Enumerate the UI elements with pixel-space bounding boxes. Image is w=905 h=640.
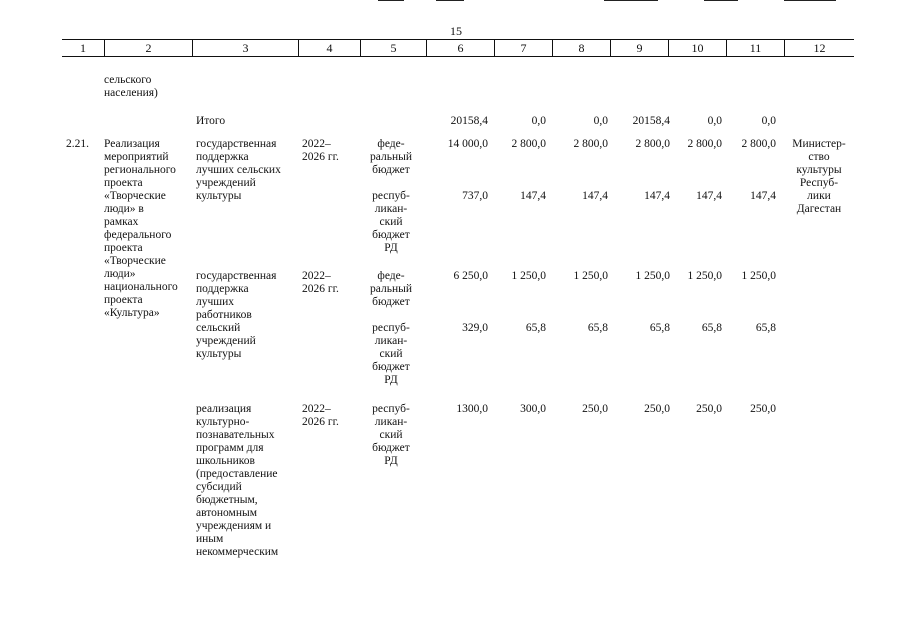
column-header: 1 <box>80 41 86 55</box>
funding-value: 1 250,0 <box>511 270 546 282</box>
carryover-name: сельского населения) <box>104 74 158 99</box>
funding-value: 1 250,0 <box>573 270 608 282</box>
funding-value: 147,4 <box>750 190 776 202</box>
funding-value: 1 250,0 <box>635 270 670 282</box>
scan-artifact-line <box>378 0 404 1</box>
column-header: 3 <box>192 40 298 56</box>
table-header-row <box>62 39 854 57</box>
column-header: 2 <box>104 40 192 56</box>
column-header: 7 <box>494 40 552 56</box>
funding-value: 65,8 <box>755 322 776 334</box>
total-label: Итого <box>196 115 226 127</box>
funding-value: 1 250,0 <box>687 270 722 282</box>
funding-source: респуб- ликан- ский бюджет РД <box>372 190 410 254</box>
funding-value: 737,0 <box>462 190 488 202</box>
funding-value: 250,0 <box>696 403 722 415</box>
funding-value: 147,4 <box>520 190 546 202</box>
funding-value: 300,0 <box>520 403 546 415</box>
funding-value: 2 800,0 <box>687 138 722 150</box>
funding-source: феде- ральный бюджет <box>370 270 412 308</box>
funding-value: 1 250,0 <box>741 270 776 282</box>
funding-source: респуб- ликан- ский бюджет РД <box>372 403 410 467</box>
funding-source: феде- ральный бюджет <box>370 138 412 176</box>
activity-name: реализация культурно- познавательных программ для школьников (предоставление субсидий бюджетным, автономным учреждениям и иным некоммерческим <box>196 403 279 558</box>
funding-source: респуб- ликан- ский бюджет РД <box>372 322 410 386</box>
activity-period: 2022– 2026 гг. <box>302 270 339 295</box>
scan-artifact-line <box>436 0 464 1</box>
scan-artifact-line <box>704 0 738 1</box>
funding-value: 147,4 <box>644 190 670 202</box>
funding-value: 2 800,0 <box>573 138 608 150</box>
funding-value: 65,8 <box>649 322 670 334</box>
funding-value: 1300,0 <box>456 403 488 415</box>
scan-artifact-line <box>784 0 836 1</box>
page-number: 15 <box>450 24 462 38</box>
executor: Министер- ство культуры Респуб- лики Дагестан <box>792 138 846 215</box>
funding-value: 14 000,0 <box>447 138 488 150</box>
funding-value: 6 250,0 <box>453 270 488 282</box>
funding-value: 65,8 <box>701 322 722 334</box>
funding-value: 147,4 <box>696 190 722 202</box>
funding-value: 2 800,0 <box>741 138 776 150</box>
column-header: 9 <box>610 40 668 56</box>
funding-value: 250,0 <box>750 403 776 415</box>
total-value: 0,0 <box>761 115 776 127</box>
column-header: 11 <box>726 40 784 56</box>
column-header: 6 <box>426 40 494 56</box>
activity-name: государственная поддержка лучших работников сельский учреждений культуры <box>196 270 277 360</box>
funding-value: 329,0 <box>462 322 488 334</box>
funding-value: 65,8 <box>525 322 546 334</box>
funding-value: 250,0 <box>644 403 670 415</box>
activity-period: 2022– 2026 гг. <box>302 403 339 428</box>
column-header: 8 <box>552 40 610 56</box>
funding-value: 2 800,0 <box>635 138 670 150</box>
scan-artifact-line <box>604 0 658 1</box>
total-value: 0,0 <box>593 115 608 127</box>
item-number: 2.21. <box>66 138 89 150</box>
column-header: 5 <box>360 40 426 56</box>
column-header: 12 <box>784 40 854 56</box>
funding-value: 2 800,0 <box>511 138 546 150</box>
total-value: 20158,4 <box>450 115 488 127</box>
funding-value: 250,0 <box>582 403 608 415</box>
total-value: 0,0 <box>531 115 546 127</box>
total-value: 0,0 <box>707 115 722 127</box>
total-value: 20158,4 <box>632 115 670 127</box>
column-header: 4 <box>298 40 360 56</box>
activity-name: государственная поддержка лучших сельских учреждений культуры <box>196 138 281 202</box>
column-header: 10 <box>668 40 726 56</box>
activity-period: 2022– 2026 гг. <box>302 138 339 163</box>
funding-value: 65,8 <box>587 322 608 334</box>
item-name: Реализация мероприятий регионального проекта «Творческие люди» в рамках федерального проекта «Творческие люди» национального проекта «Культура» <box>104 138 178 319</box>
funding-value: 147,4 <box>582 190 608 202</box>
